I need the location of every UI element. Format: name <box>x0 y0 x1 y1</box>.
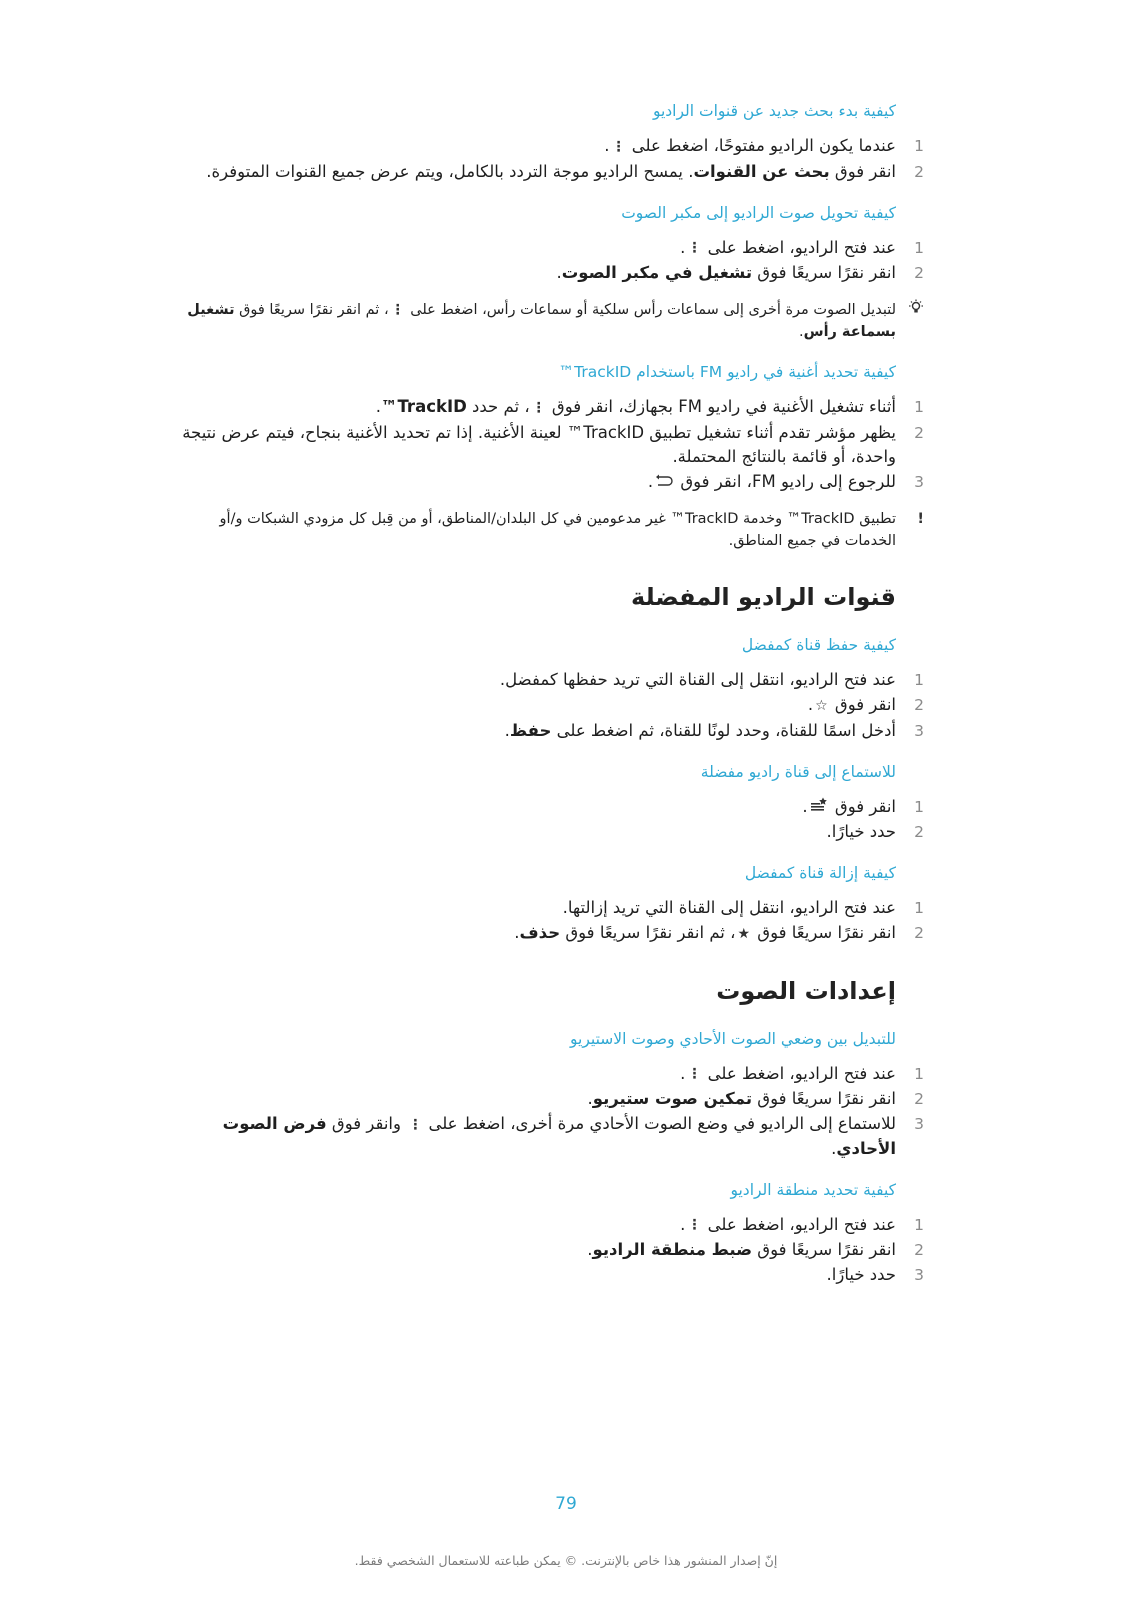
step-number: 2 <box>914 924 924 942</box>
step <box>180 921 924 946</box>
step <box>180 1263 924 1287</box>
menu-icon: ⋮ <box>611 138 625 155</box>
step <box>180 470 924 495</box>
step-text: عند فتح الراديو، اضغط على ⋮. <box>180 1213 896 1238</box>
step-text: انقر فوق . <box>180 795 896 820</box>
step <box>180 1238 924 1262</box>
menu-icon: ⋮ <box>390 302 404 318</box>
step-number: 2 <box>914 423 924 442</box>
step-number: 1 <box>914 671 924 689</box>
note-text: تطبيق TrackID™ وخدمة TrackID™ غير مدعومين في كل البلدان/المناطق، أو من قِبل كل مزودي الشبكات و/أو الخدمات في جميع المناطق. <box>219 511 896 549</box>
step-text: عند فتح الراديو، انتقل إلى القناة التي تريد حفظها كمفضل. <box>499 670 896 689</box>
subheading-new-search: كيفية بدء بحث جديد عن قنوات الراديو <box>652 102 896 120</box>
lightbulb-icon <box>896 299 924 343</box>
step-number: 1 <box>914 1215 924 1234</box>
step <box>180 719 924 743</box>
menu-icon: ⋮ <box>687 240 701 256</box>
step <box>180 668 924 692</box>
warning-note <box>180 508 924 552</box>
menu-icon: ⋮ <box>531 399 545 416</box>
back-icon <box>655 470 673 494</box>
step <box>180 1062 924 1087</box>
step-text: عند فتح الراديو، اضغط على ⋮. <box>180 236 896 261</box>
step <box>180 820 924 844</box>
menu-icon: ⋮ <box>687 1217 701 1233</box>
favorites-list-icon <box>810 795 828 819</box>
section-title-sound-settings: إعدادات الصوت <box>716 976 896 1005</box>
step-number: 1 <box>914 137 924 155</box>
step-number: 3 <box>914 721 924 740</box>
step <box>180 693 924 718</box>
tip-note <box>180 299 924 343</box>
step-number: 1 <box>914 797 924 816</box>
footer-notice: إنّ إصدار المنشور هذا خاص بالإنترنت. © يمكن طباعته للاستعمال الشخصي فقط. <box>354 1553 778 1568</box>
step-text: عند فتح الراديو، انتقل إلى القناة التي تريد إزالتها. <box>562 898 896 917</box>
step-number: 3 <box>914 1266 924 1284</box>
step <box>180 795 924 820</box>
step-text: انقر نقرًا سريعًا فوق ★، ثم انقر نقرًا سريعًا فوق حذف. <box>180 921 896 946</box>
star-filled-icon: ★ <box>737 925 751 942</box>
step-number: 1 <box>914 1064 924 1083</box>
page-content <box>180 100 924 1288</box>
step <box>180 395 924 420</box>
step <box>180 1087 924 1111</box>
step <box>180 236 924 261</box>
step-text: انقر نقرًا سريعًا فوق تمكين صوت ستيريو. <box>587 1089 896 1108</box>
subheading-trackid: كيفية تحديد أغنية في راديو FM باستخدام TrackID™ <box>558 363 896 381</box>
subheading-save-favorite: كيفية حفظ قناة كمفضل <box>741 636 896 654</box>
step-text: يظهر مؤشر تقدم أثناء تشغيل تطبيق TrackID™ لعينة الأغنية. إذا تم تحديد الأغنية بنجاح، فيتم عرض نتيجة واحدة، أو قائمة بالنتائج المحتملة. <box>182 422 896 466</box>
step <box>180 896 924 920</box>
step-number: 3 <box>914 472 924 491</box>
step-text: انقر نقرًا سريعًا فوق ضبط منطقة الراديو. <box>587 1240 896 1259</box>
step-text: أدخل اسمًا للقناة، وحدد لونًا للقناة، ثم اضغط على حفظ. <box>504 720 896 740</box>
exclamation-icon: ! <box>917 511 924 527</box>
step-text: للاستماع إلى الراديو في وضع الصوت الأحادي مرة أخرى، اضغط على ⋮ وانقر فوق فرض الصوت الأحادي. <box>222 1114 896 1158</box>
step-number: 2 <box>914 264 924 282</box>
step <box>180 134 924 159</box>
step-text: انقر فوق بحث عن القنوات. يمسح الراديو موجة التردد بالكامل، ويتم عرض جميع القنوات المتوفرة. <box>206 161 896 181</box>
step-number: 1 <box>914 238 924 257</box>
step-text: للرجوع إلى راديو FM، انقر فوق . <box>180 470 896 495</box>
step <box>180 261 924 285</box>
subheading-mono-stereo: للتبديل بين وضعي الصوت الأحادي وصوت الاستيريو <box>570 1029 896 1048</box>
note-text: لتبديل الصوت مرة أخرى إلى سماعات رأس سلكية أو سماعات رأس، اضغط على ⋮، ثم انقر نقرًا سريعًا فوق تشغيل بسماعة رأس. <box>180 299 896 343</box>
step-number: 3 <box>914 1115 924 1133</box>
step-text: انقر نقرًا سريعًا فوق تشغيل في مكبر الصوت. <box>556 263 896 282</box>
star-outline-icon: ☆ <box>815 697 828 714</box>
step-number: 2 <box>914 696 924 714</box>
step <box>180 160 924 184</box>
menu-icon: ⋮ <box>408 1116 422 1133</box>
step-number: 2 <box>914 1241 924 1259</box>
subheading-speaker: كيفية تحويل صوت الراديو إلى مكبر الصوت <box>621 203 896 222</box>
step <box>180 421 924 469</box>
step-text: عند فتح الراديو، اضغط على ⋮. <box>180 1062 896 1087</box>
step <box>180 1213 924 1238</box>
step-number: 1 <box>914 398 924 416</box>
step-number: 2 <box>914 823 924 841</box>
menu-icon: ⋮ <box>687 1066 701 1082</box>
step-text: عندما يكون الراديو مفتوحًا، اضغط على ⋮. <box>180 134 896 159</box>
step-text: حدد خيارًا. <box>826 822 896 841</box>
page-number: 79 <box>555 1494 577 1514</box>
step-text: حدد خيارًا. <box>826 1265 896 1284</box>
step-number: 2 <box>914 162 924 181</box>
step-text: انقر فوق ☆. <box>180 693 896 718</box>
step-text: أثناء تشغيل الأغنية في راديو FM بجهازك، انقر فوق ⋮، ثم حدد TrackID™. <box>180 395 896 420</box>
subheading-remove-favorite: كيفية إزالة قناة كمفضل <box>744 864 896 882</box>
step <box>180 1112 924 1161</box>
subheading-listen-favorite: للاستماع إلى قناة راديو مفضلة <box>700 762 896 781</box>
step-number: 1 <box>914 899 924 917</box>
section-title-favorites: قنوات الراديو المفضلة <box>631 583 896 611</box>
step-number: 2 <box>914 1090 924 1108</box>
subheading-radio-region: كيفية تحديد منطقة الراديو <box>730 1180 896 1199</box>
